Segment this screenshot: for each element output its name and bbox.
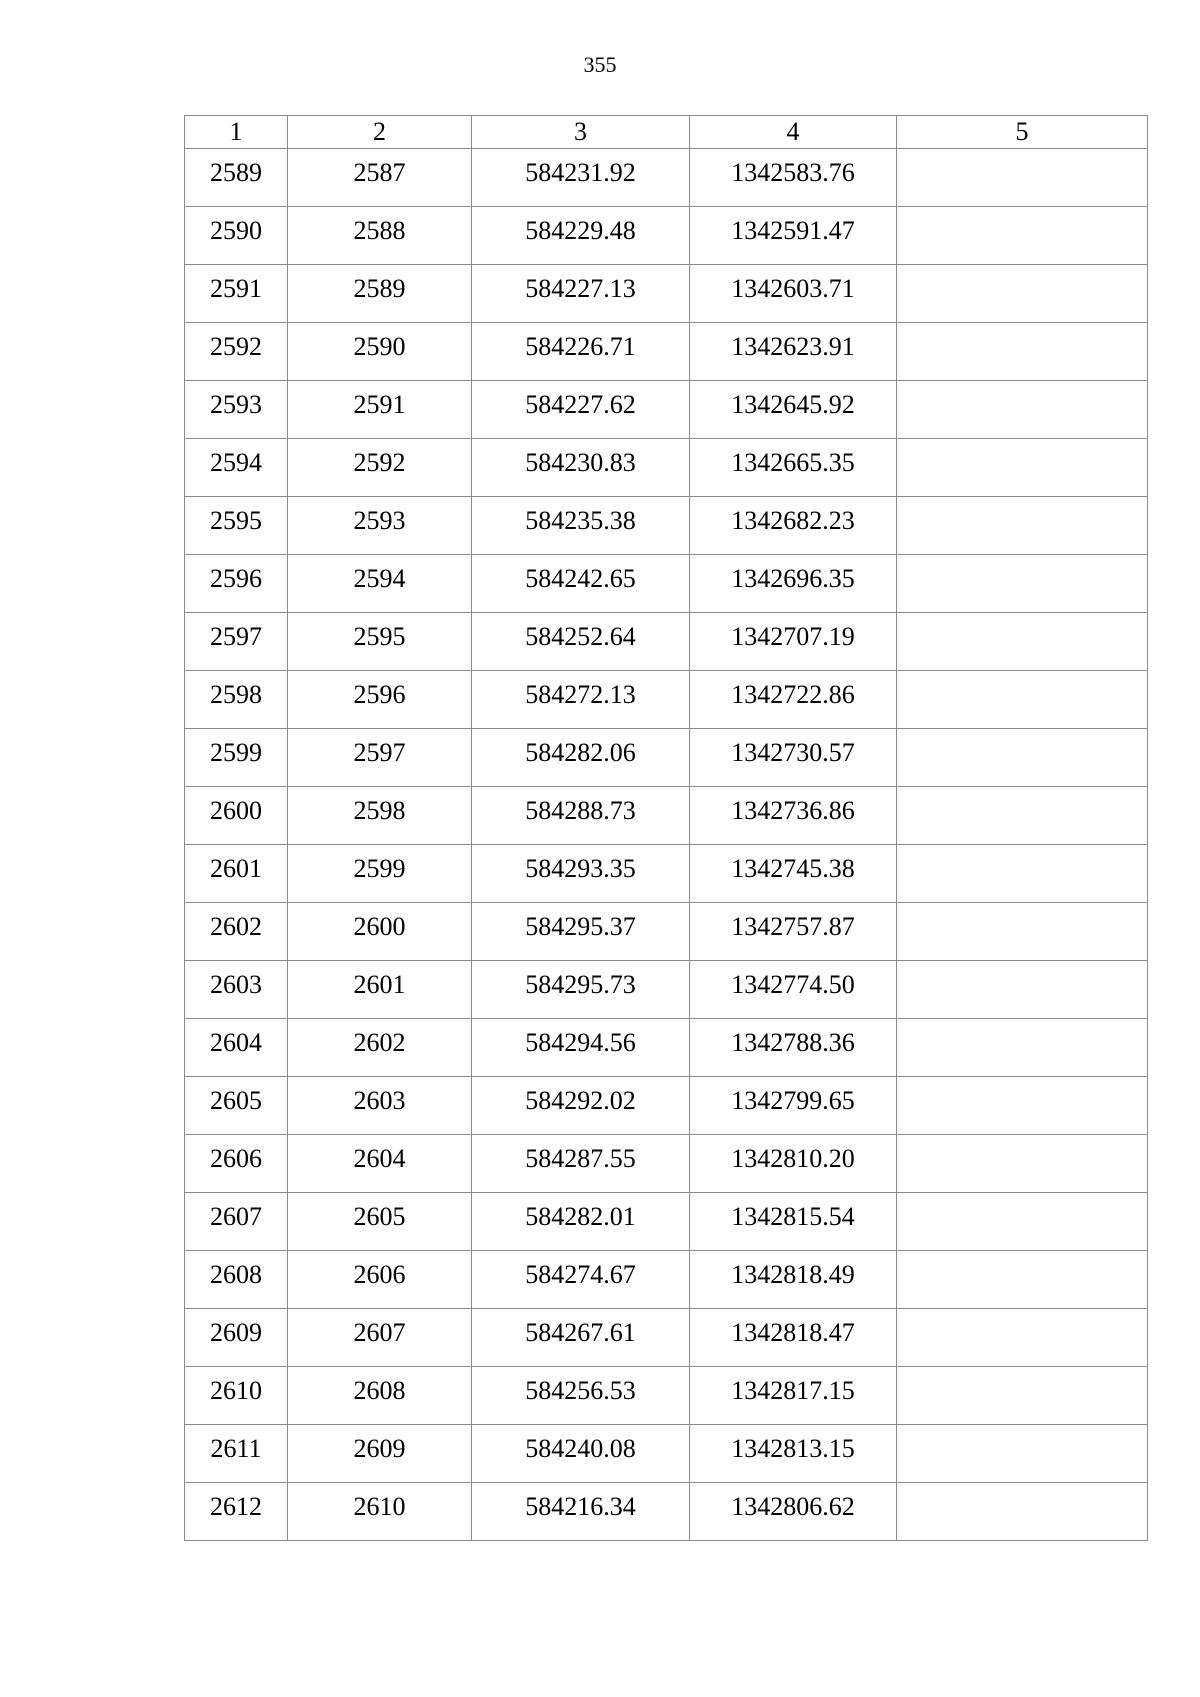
- table-cell-col-3: 584282.01: [472, 1193, 690, 1251]
- table-cell-col-3: 584295.37: [472, 903, 690, 961]
- column-header-2: 2: [288, 116, 472, 149]
- table-row: [185, 381, 1148, 439]
- table-cell-col-5: [897, 265, 1148, 323]
- table-cell-col-4: 1342645.92: [690, 381, 897, 439]
- table-cell-col-1: 2598: [185, 671, 288, 729]
- table-cell-col-3: 584242.65: [472, 555, 690, 613]
- table-cell-col-1: 2600: [185, 787, 288, 845]
- table-cell-col-3: 584231.92: [472, 149, 690, 207]
- table-cell-col-1: 2589: [185, 149, 288, 207]
- table-cell-col-1: 2611: [185, 1425, 288, 1483]
- table-cell-col-5: [897, 613, 1148, 671]
- table-cell-col-5: [897, 555, 1148, 613]
- table-cell-col-2: 2587: [288, 149, 472, 207]
- table-cell-col-5: [897, 787, 1148, 845]
- table-row: [185, 1019, 1148, 1077]
- table-cell-col-2: 2590: [288, 323, 472, 381]
- table-cell-col-1: 2595: [185, 497, 288, 555]
- table-cell-col-5: [897, 845, 1148, 903]
- table-cell-col-3: 584230.83: [472, 439, 690, 497]
- table-cell-col-3: 584272.13: [472, 671, 690, 729]
- table-cell-col-4: 1342682.23: [690, 497, 897, 555]
- table-cell-col-2: 2600: [288, 903, 472, 961]
- table-cell-col-4: 1342810.20: [690, 1135, 897, 1193]
- table-row: [185, 613, 1148, 671]
- table-cell-col-2: 2604: [288, 1135, 472, 1193]
- column-header-1: 1: [185, 116, 288, 149]
- table-row: [185, 729, 1148, 787]
- table-cell-col-5: [897, 149, 1148, 207]
- table-cell-col-1: 2604: [185, 1019, 288, 1077]
- table-cell-col-4: 1342696.35: [690, 555, 897, 613]
- table-cell-col-2: 2605: [288, 1193, 472, 1251]
- table-row: [185, 787, 1148, 845]
- table-cell-col-1: 2601: [185, 845, 288, 903]
- table-cell-col-5: [897, 729, 1148, 787]
- table-cell-col-1: 2602: [185, 903, 288, 961]
- table-cell-col-5: [897, 1367, 1148, 1425]
- table-cell-col-5: [897, 1251, 1148, 1309]
- page-number: 355: [583, 52, 617, 77]
- table-cell-col-1: 2592: [185, 323, 288, 381]
- table-cell-col-3: 584226.71: [472, 323, 690, 381]
- table-cell-col-3: 584288.73: [472, 787, 690, 845]
- table-cell-col-2: 2593: [288, 497, 472, 555]
- table-cell-col-4: 1342665.35: [690, 439, 897, 497]
- table-cell-col-3: 584293.35: [472, 845, 690, 903]
- table-cell-col-5: [897, 381, 1148, 439]
- table-row: [185, 149, 1148, 207]
- table-cell-col-1: 2603: [185, 961, 288, 1019]
- table-cell-col-2: 2595: [288, 613, 472, 671]
- table-row: [185, 323, 1148, 381]
- table-cell-col-5: [897, 439, 1148, 497]
- table-cell-col-2: 2597: [288, 729, 472, 787]
- table-cell-col-3: 584235.38: [472, 497, 690, 555]
- table-cell-col-2: 2599: [288, 845, 472, 903]
- table-cell-col-4: 1342745.38: [690, 845, 897, 903]
- table-row: [185, 903, 1148, 961]
- table-cell-col-5: [897, 1309, 1148, 1367]
- table-cell-col-1: 2609: [185, 1309, 288, 1367]
- header-row: [185, 116, 1148, 149]
- table-row: [185, 1309, 1148, 1367]
- table-cell-col-4: 1342730.57: [690, 729, 897, 787]
- table-cell-col-5: [897, 497, 1148, 555]
- table-cell-col-5: [897, 1425, 1148, 1483]
- table-cell-col-3: 584267.61: [472, 1309, 690, 1367]
- table-cell-col-1: 2607: [185, 1193, 288, 1251]
- table-cell-col-2: 2607: [288, 1309, 472, 1367]
- table-cell-col-3: 584216.34: [472, 1483, 690, 1541]
- table-cell-col-2: 2594: [288, 555, 472, 613]
- table-cell-col-4: 1342799.65: [690, 1077, 897, 1135]
- table-header: [185, 116, 1148, 149]
- table-cell-col-3: 584295.73: [472, 961, 690, 1019]
- column-header-5: 5: [897, 116, 1148, 149]
- table-row: [185, 1483, 1148, 1541]
- table-cell-col-1: 2606: [185, 1135, 288, 1193]
- table-cell-col-3: 584229.48: [472, 207, 690, 265]
- table-cell-col-5: [897, 1193, 1148, 1251]
- table-cell-col-1: 2599: [185, 729, 288, 787]
- table-cell-col-1: 2610: [185, 1367, 288, 1425]
- table-row: [185, 497, 1148, 555]
- table-cell-col-4: 1342788.36: [690, 1019, 897, 1077]
- table-cell-col-4: 1342623.91: [690, 323, 897, 381]
- table-cell-col-5: [897, 961, 1148, 1019]
- table-cell-col-2: 2606: [288, 1251, 472, 1309]
- table-row: [185, 1367, 1148, 1425]
- table-cell-col-5: [897, 1019, 1148, 1077]
- table-cell-col-2: 2608: [288, 1367, 472, 1425]
- table-cell-col-3: 584282.06: [472, 729, 690, 787]
- table-cell-col-3: 584274.67: [472, 1251, 690, 1309]
- table-cell-col-4: 1342815.54: [690, 1193, 897, 1251]
- table-cell-col-5: [897, 323, 1148, 381]
- table-cell-col-1: 2591: [185, 265, 288, 323]
- table-cell-col-1: 2593: [185, 381, 288, 439]
- table-cell-col-4: 1342757.87: [690, 903, 897, 961]
- table-cell-col-1: 2596: [185, 555, 288, 613]
- table-row: [185, 439, 1148, 497]
- table-cell-col-4: 1342813.15: [690, 1425, 897, 1483]
- table-row: [185, 671, 1148, 729]
- table-cell-col-1: 2597: [185, 613, 288, 671]
- table-row: [185, 207, 1148, 265]
- table-cell-col-1: 2608: [185, 1251, 288, 1309]
- table-row: [185, 961, 1148, 1019]
- table-cell-col-2: 2588: [288, 207, 472, 265]
- table-cell-col-3: 584287.55: [472, 1135, 690, 1193]
- table-cell-col-3: 584252.64: [472, 613, 690, 671]
- table-cell-col-4: 1342583.76: [690, 149, 897, 207]
- table-row: [185, 1193, 1148, 1251]
- column-header-3: 3: [472, 116, 690, 149]
- table-cell-col-2: 2602: [288, 1019, 472, 1077]
- table-cell-col-2: 2598: [288, 787, 472, 845]
- table-row: [185, 1425, 1148, 1483]
- table-cell-col-2: 2609: [288, 1425, 472, 1483]
- table-cell-col-5: [897, 671, 1148, 729]
- table-cell-col-4: 1342707.19: [690, 613, 897, 671]
- table-cell-col-3: 584292.02: [472, 1077, 690, 1135]
- table-cell-col-3: 584256.53: [472, 1367, 690, 1425]
- table-cell-col-1: 2612: [185, 1483, 288, 1541]
- table-cell-col-4: 1342774.50: [690, 961, 897, 1019]
- table-cell-col-2: 2589: [288, 265, 472, 323]
- table-cell-col-1: 2590: [185, 207, 288, 265]
- table-cell-col-3: 584240.08: [472, 1425, 690, 1483]
- table-cell-col-2: 2603: [288, 1077, 472, 1135]
- column-header-4: 4: [690, 116, 897, 149]
- table-cell-col-4: 1342736.86: [690, 787, 897, 845]
- table-cell-col-4: 1342818.47: [690, 1309, 897, 1367]
- table-cell-col-3: 584227.13: [472, 265, 690, 323]
- table-cell-col-5: [897, 1135, 1148, 1193]
- table-row: [185, 265, 1148, 323]
- table-cell-col-2: 2610: [288, 1483, 472, 1541]
- table-row: [185, 1251, 1148, 1309]
- table-cell-col-3: 584294.56: [472, 1019, 690, 1077]
- table-cell-col-4: 1342591.47: [690, 207, 897, 265]
- table-cell-col-2: 2591: [288, 381, 472, 439]
- table-cell-col-5: [897, 1483, 1148, 1541]
- table-cell-col-2: 2596: [288, 671, 472, 729]
- table-cell-col-2: 2601: [288, 961, 472, 1019]
- table-cell-col-4: 1342806.62: [690, 1483, 897, 1541]
- table-cell-col-5: [897, 1077, 1148, 1135]
- table-row: [185, 1135, 1148, 1193]
- table-body: [185, 149, 1148, 1541]
- coordinates-table: [184, 115, 1148, 1541]
- table-cell-col-4: 1342817.15: [690, 1367, 897, 1425]
- table-row: [185, 555, 1148, 613]
- table-row: [185, 1077, 1148, 1135]
- table-cell-col-4: 1342818.49: [690, 1251, 897, 1309]
- table-cell-col-5: [897, 207, 1148, 265]
- table-cell-col-2: 2592: [288, 439, 472, 497]
- table-cell-col-5: [897, 903, 1148, 961]
- table-cell-col-1: 2594: [185, 439, 288, 497]
- table-cell-col-1: 2605: [185, 1077, 288, 1135]
- table-row: [185, 845, 1148, 903]
- table-cell-col-4: 1342722.86: [690, 671, 897, 729]
- table-cell-col-4: 1342603.71: [690, 265, 897, 323]
- table-cell-col-3: 584227.62: [472, 381, 690, 439]
